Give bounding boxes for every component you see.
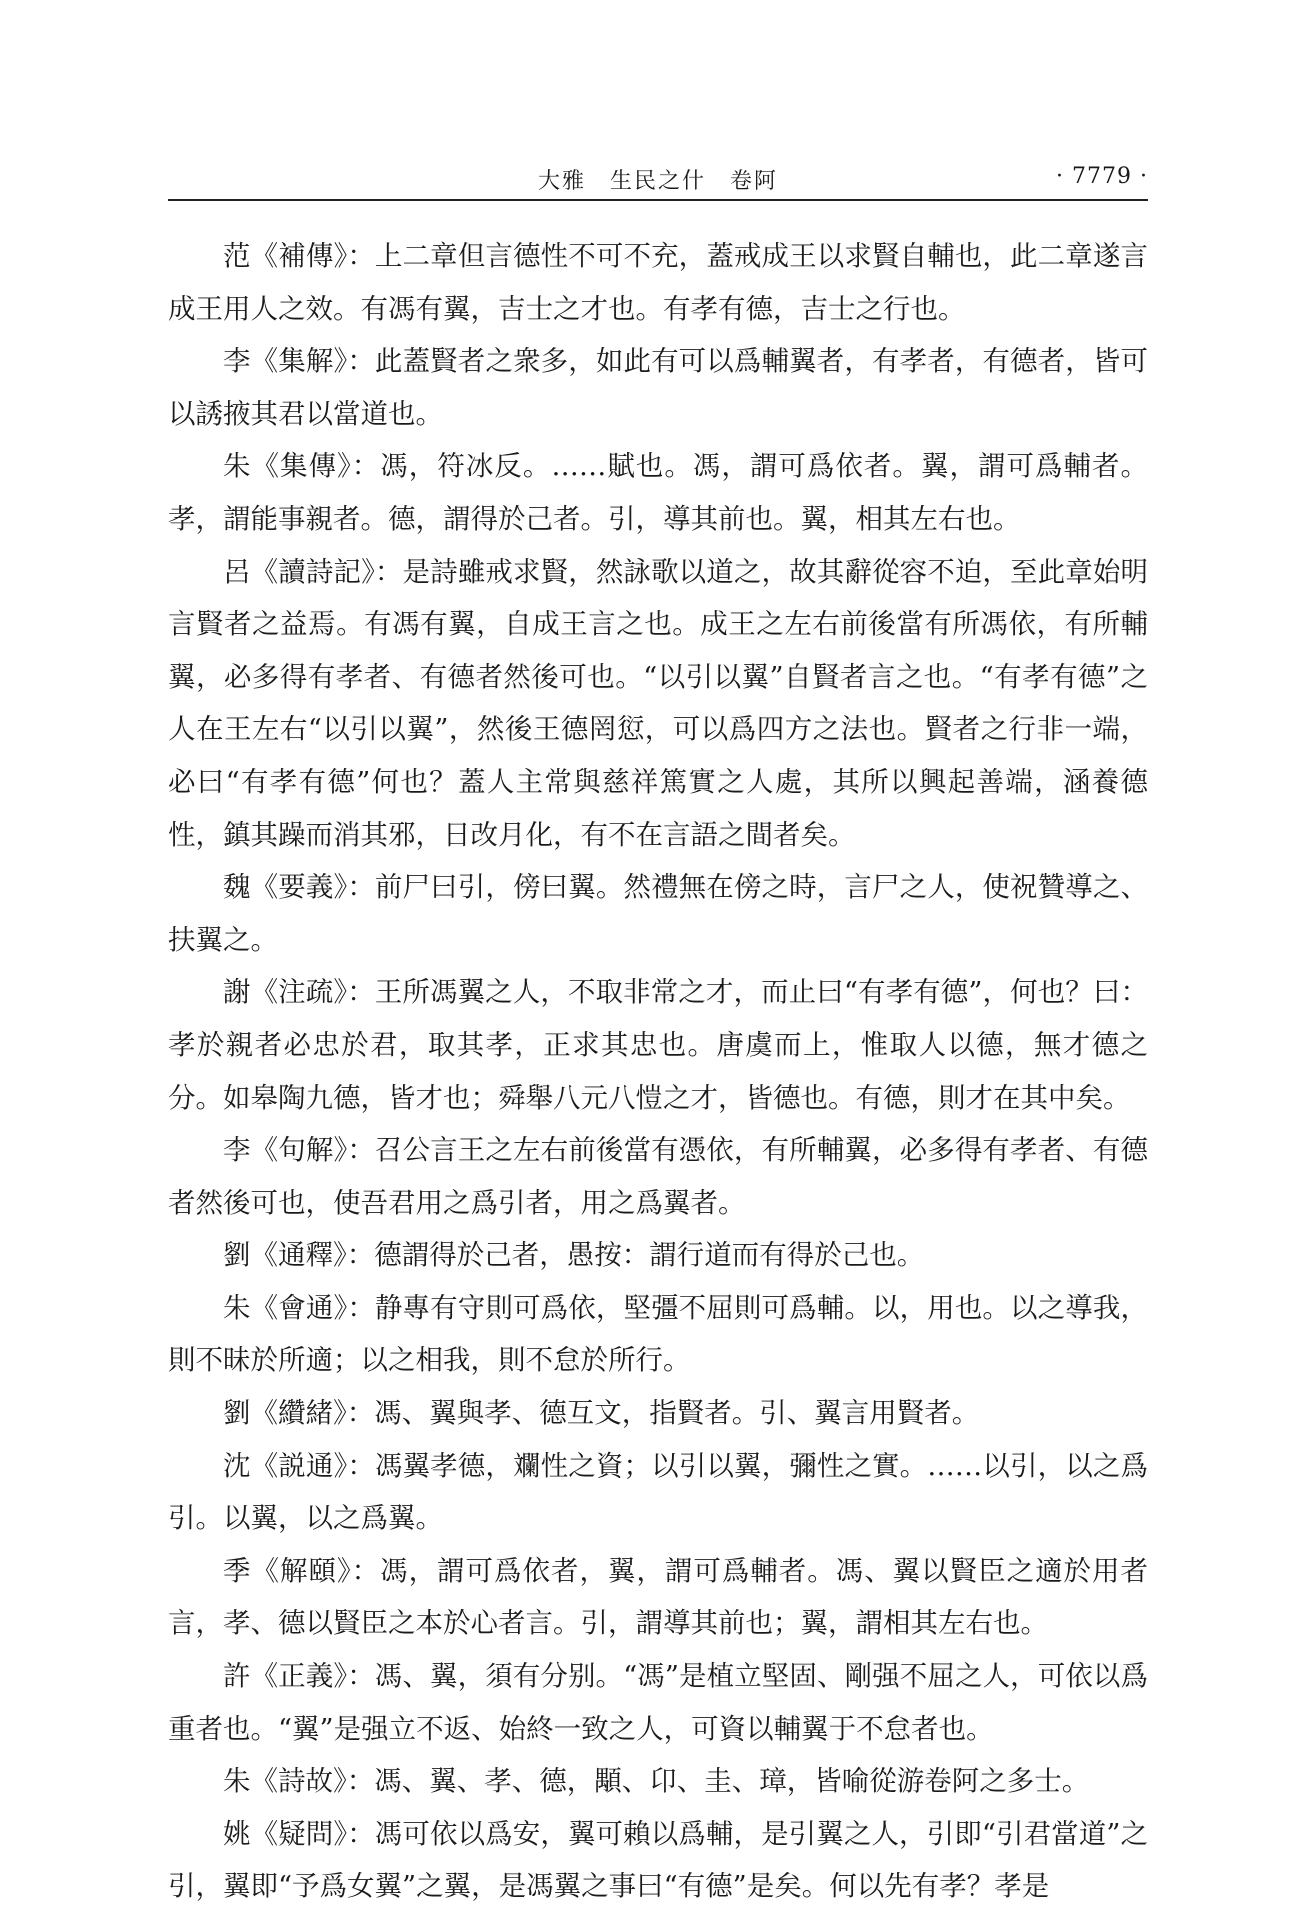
header-rule (168, 199, 1148, 201)
paragraph-xu-zhengyi: 許《正義》：馮、翼，須有分别。“馮”是植立堅固、剛强不屈之人，可依以爲重者也。“翼”是强立不返、始終一致之人，可資以輔翼于不怠者也。 (168, 1660, 1148, 1745)
paragraph-lu-dushiji: 呂《讀詩記》：是詩雖戒求賢，然詠歌以道之，故其辭從容不迫，至此章始明言賢者之益焉。有馮有翼，自成王言之也。成王之左右前後當有所馮依，有所輔翼，必多得有孝者、有德者然後可也。“以引以翼”自賢者言之也。“有孝有德”之人在王左右“以引以翼”，然後王德罔愆，可以爲四方之法也。賢者之行非一端，必曰“有孝有德”何也？蓋人主常與慈祥篤實之人處，其所以興起善端，涵養德性，鎮其躁而消其邪，日改月化，有不在言語之間者矣。 (168, 555, 1148, 851)
paragraph-ji-jieyi: 季《解頤》：馮，謂可爲依者，翼，謂可爲輔者。馮、翼以賢臣之適於用者言，孝、德以賢臣之本於心者言。引，謂導其前也；翼，謂相其左右也。 (168, 1554, 1148, 1640)
page-number: · 7779 · (1056, 164, 1148, 189)
paragraph-zhu-shigu: 朱《詩故》：馮、翼、孝、德，顒、卬、圭、璋，皆喻從游卷阿之多士。 (223, 1765, 1090, 1798)
running-header (168, 158, 1148, 198)
paragraph-wei-yaoyi: 魏《要義》：前尸曰引，傍曰翼。然禮無在傍之時，言尸之人，使祝贊導之、扶翼之。 (168, 871, 1148, 956)
paragraph-li-jujie: 李《句解》：召公言王之左右前後當有憑依，有所輔翼，必多得有孝者、有德者然後可也，使吾君用之爲引者，用之爲翼者。 (168, 1134, 1148, 1219)
paragraph-shen-shuotong: 沈《説通》：馮翼孝德，斕性之資；以引以翼，彌性之實。……以引，以之爲引。以翼，以之爲翼。 (168, 1449, 1148, 1535)
paragraph-zhu-jizhuan: 朱《集傳》：馮，符冰反。……賦也。馮，謂可爲依者。翼，謂可爲輔者。孝，謂能事親者。德，謂得於己者。引，導其前也。翼，相其左右也。 (168, 450, 1148, 535)
paragraph-zhu-huitong: 朱《會通》：静專有守則可爲依，堅彊不屈則可爲輔。以，用也。以之導我，則不昧於所適；以之相我，則不怠於所行。 (168, 1291, 1148, 1377)
paragraph-liu-zuanxu: 劉《纘緒》：馮、翼與孝、德互文，指賢者。引、翼言用賢者。 (223, 1397, 980, 1430)
body-text (168, 230, 1148, 1913)
paragraph-yao-yiwen: 姚《疑問》：馮可依以爲安，翼可賴以爲輔，是引翼之人，引即“引君當道”之引，翼即“予爲女翼”之翼，是馮翼之事曰“有德”是矣。何以先有孝？孝是 (168, 1817, 1148, 1903)
paragraph-fan-buzhuan: 范《補傳》：上二章但言德性不可不充，蓋戒成王以求賢自輔也，此二章遂言成王用人之效。有馮有翼，吉士之才也。有孝有德，吉士之行也。 (168, 240, 1148, 325)
paragraph-liu-tongshi: 劉《通釋》：德謂得於己者，愚按：謂行道而有得於己也。 (223, 1239, 925, 1272)
running-header-title: 大雅 生民之什 卷阿 (537, 169, 778, 194)
paragraph-xie-zhushu: 謝《注疏》：王所馮翼之人，不取非常之才，而止曰“有孝有德”，何也？曰：孝於親者必忠於君，取其孝，正求其忠也。唐虞而上，惟取人以德，無才德之分。如皋陶九德，皆才也；舜舉八元八愷之才，皆德也。有德，則才在其中矣。 (168, 976, 1148, 1114)
paragraph-li-jijie: 李《集解》：此蓋賢者之衆多，如此有可以爲輔翼者，有孝者，有德者，皆可以誘掖其君以當道也。 (168, 345, 1148, 430)
